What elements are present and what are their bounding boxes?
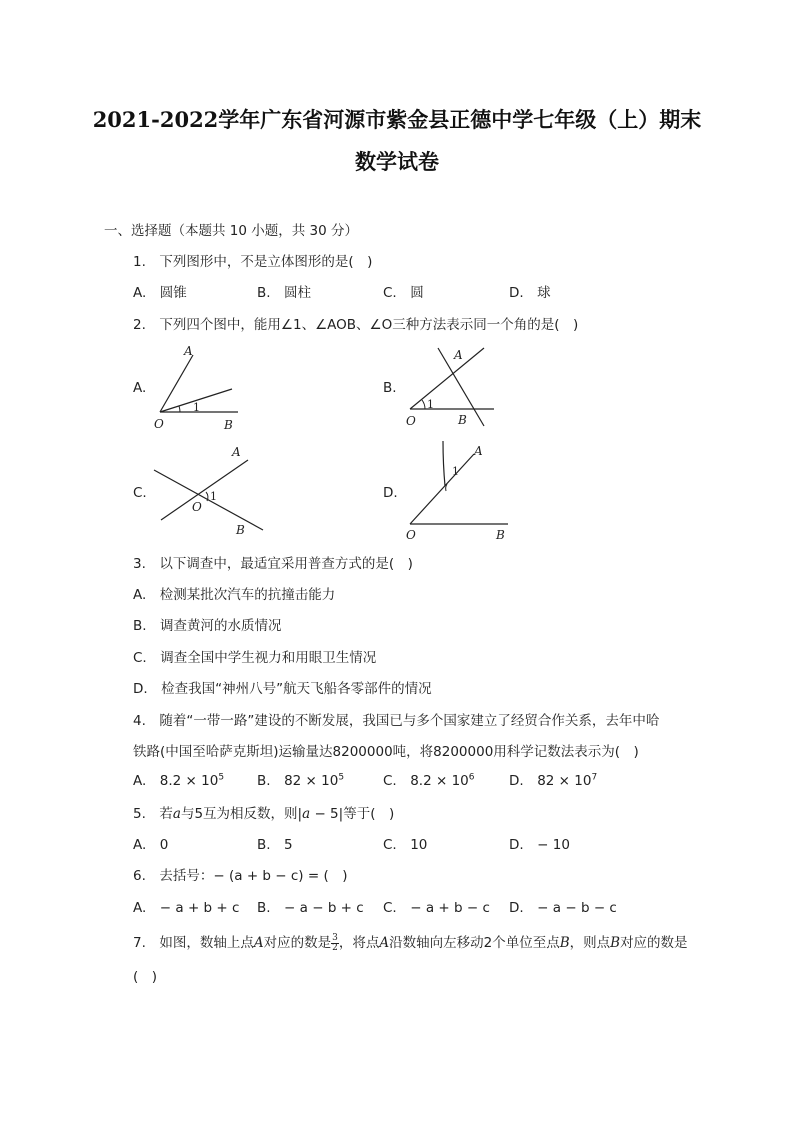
q2-figure-c — [150, 442, 270, 542]
q5-option-c: C. 10 — [383, 837, 428, 853]
svg-text:B: B — [224, 418, 233, 432]
question-2-stem: 2. 下列四个图中，能用∠1、∠AOB、∠O三种方法表示同一个角的是( ) — [133, 317, 579, 333]
q2-label-c: C. — [133, 485, 147, 501]
section-heading: 一、选择题（本题共 10 小题，共 30 分） — [104, 223, 359, 239]
svg-text:O: O — [154, 417, 164, 431]
svg-text:B: B — [496, 528, 505, 542]
q4-option-c: C. $8.2 \times 10^6$ — [383, 772, 475, 789]
svg-text:B: B — [236, 523, 245, 537]
q3-option-d: D. 检查我国“神州八号”航天飞船各零部件的情况 — [133, 681, 432, 697]
q5-option-d: D. − 10 — [509, 837, 570, 853]
svg-text:A: A — [232, 445, 241, 459]
q6-option-c: C. − a + b − c — [383, 900, 490, 916]
q4-option-d: D. $82 \times 10^7$ — [509, 772, 598, 789]
q6-option-d: D. − a − b − c — [509, 900, 617, 916]
q4-option-a: A. $8.2 \times 10^5$ — [133, 772, 225, 789]
question-4-stem-line1: 4. 随着“一带一路”建设的不断发展，我国已与多个国家建立了经贸合作关系，去年中哈 — [133, 713, 660, 729]
svg-text:1: 1 — [210, 490, 217, 503]
question-1-stem: 1. 下列图形中，不是立体图形的是( ) — [133, 254, 373, 270]
q2-figure-d — [400, 438, 515, 543]
svg-text:A: A — [454, 348, 463, 362]
q5-option-a: A. 0 — [133, 837, 169, 853]
svg-text:1: 1 — [427, 398, 434, 411]
q6-option-b: B. − a − b + c — [257, 900, 364, 916]
exam-title-line2: 数学试卷 — [355, 149, 439, 174]
svg-text:O: O — [406, 414, 416, 428]
question-6-stem: 6. 去括号：− (a + b − c) = ( ) — [133, 868, 348, 884]
q1-option-a: A. 圆锥 — [133, 285, 187, 301]
svg-text:1: 1 — [452, 465, 459, 478]
question-7-stem-line2: ( ) — [133, 969, 158, 985]
svg-text:O: O — [406, 528, 416, 542]
svg-text:1: 1 — [193, 401, 200, 414]
q3-option-c: C. 调查全国中学生视力和用眼卫生情况 — [133, 650, 377, 666]
q3-option-b: B. 调查黄河的水质情况 — [133, 618, 282, 634]
fraction-three-halves: $\frac{3}{2}$ — [332, 932, 338, 953]
q5-option-b: B. 5 — [257, 837, 293, 853]
q1-option-d: D. 球 — [509, 285, 551, 301]
q2-label-d: D. — [383, 485, 398, 501]
q1-option-c: C. 圆 — [383, 285, 424, 301]
question-5-stem: 5. 若a与5互为相反数，则|a − 5|等于( ) — [133, 806, 395, 822]
q2-figure-a — [150, 340, 250, 435]
svg-text:A: A — [474, 444, 483, 458]
q6-option-a: A. − a + b + c — [133, 900, 240, 916]
question-4-stem-line2: 铁路(中国至哈萨克斯坦)运输量达8200000吨，将8200000用科学记数法表示为( ) — [133, 744, 639, 760]
q4-option-b: B. $82 \times 10^5$ — [257, 772, 345, 789]
exam-title-line1: 2021-2022学年广东省河源市紫金县正德中学七年级（上）期末 — [92, 107, 702, 132]
svg-text:B: B — [458, 413, 467, 427]
q2-label-b: B. — [383, 380, 397, 396]
q1-option-b: B. 圆柱 — [257, 285, 312, 301]
q2-figure-b — [400, 340, 510, 435]
q3-option-a: A. 检测某批次汽车的抗撞击能力 — [133, 587, 336, 603]
question-7-stem: 7. 如图，数轴上点A对应的数是 $\frac{3}{2}$ ，将点A沿数轴向左移动2个单位至点B，则点B对应的数是 — [133, 932, 688, 953]
q2-label-a: A. — [133, 380, 147, 396]
question-3-stem: 3. 以下调查中，最适宜采用普查方式的是( ) — [133, 556, 413, 572]
svg-text:O: O — [192, 500, 202, 514]
svg-text:A: A — [184, 344, 193, 358]
